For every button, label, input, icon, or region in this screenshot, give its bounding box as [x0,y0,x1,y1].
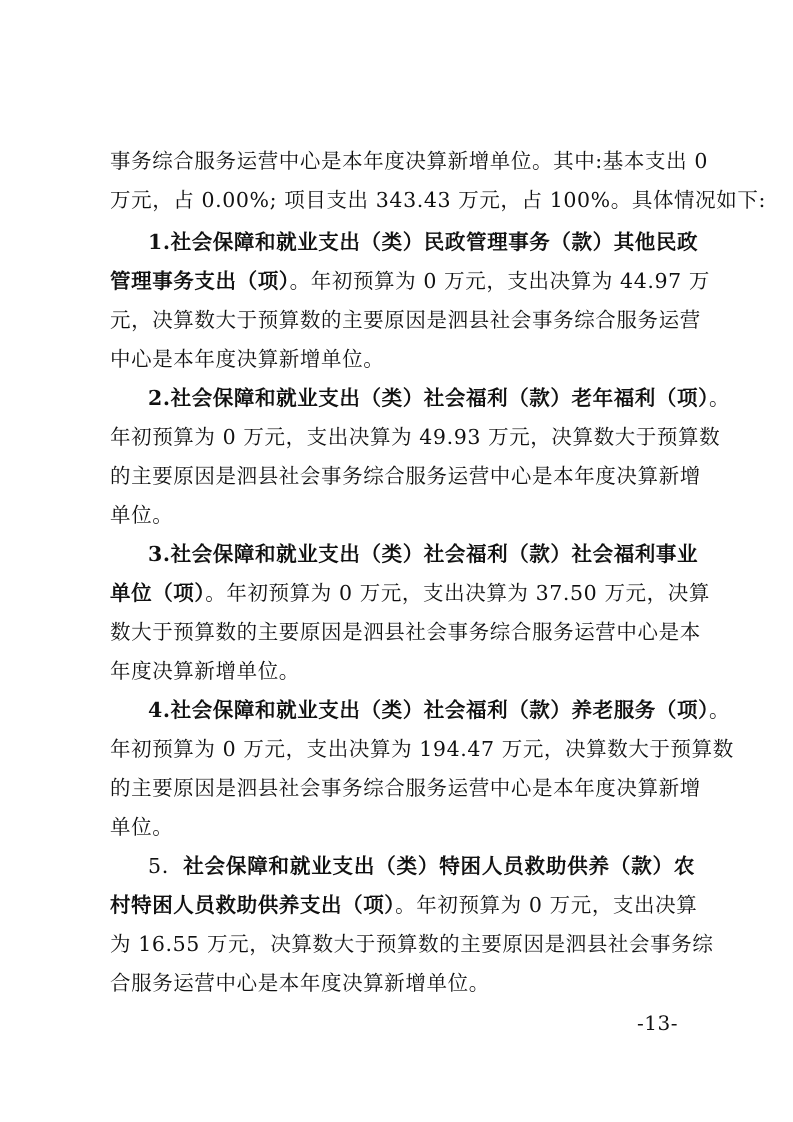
paragraph-3-text: 。年初预算为 0 万元，支出决算为 37.50 万元，决算 [205,581,710,605]
paragraph-3-heading-part-1: 3.社会保障和就业支出（类）社会福利（款）社会福利事业 [148,542,699,566]
paragraph-5-line-4: 合服务运营中心是本年度决算新增单位。 [110,971,490,995]
paragraph-2-line-3: 的主要原因是泗县社会事务综合服务运营中心是本年度决算新增 [110,464,701,488]
paragraph-4-line-4: 单位。 [110,815,174,839]
paragraph-3-line-2 [110,577,710,609]
paragraph-3-line-1 [148,538,699,570]
paragraph-3-heading-part-2: 单位（项） [110,581,206,605]
paragraph-1-heading-part-1: 1.社会保障和就业支出（类）民政管理事务（款）其他民政 [148,230,699,254]
paragraph-1-line-3: 元，决算数大于预算数的主要原因是泗县社会事务综合服务运营 [110,308,701,332]
paragraph-3-line-4: 年度决算新增单位。 [110,659,300,683]
paragraph-2-heading-end: 。 [708,386,731,410]
paragraph-2-line-2: 年初预算为 0 万元，支出决算为 49.93 万元，决算数大于预算数 [110,425,721,449]
paragraph-1-line-2 [110,265,710,297]
paragraph-2-line-4: 单位。 [110,503,174,527]
paragraph-1-line-4: 中心是本年度决算新增单位。 [110,347,385,371]
paragraph-5-number: 5． [148,854,184,878]
paragraph-2-line-1 [148,382,731,414]
paragraph-5-line-3: 为 16.55 万元，决算数大于预算数的主要原因是泗县社会事务综 [110,932,714,956]
paragraph-5-line-2 [110,889,698,921]
paragraph-5-line-1 [148,850,695,882]
page-number: -13- [637,1011,678,1035]
paragraph-0-line-1: 事务综合服务运营中心是本年度决算新增单位。其中:基本支出 0 [110,149,708,173]
paragraph-5-text: 。年初预算为 0 万元，支出决算 [395,893,698,917]
paragraph-4-line-1 [148,694,731,726]
paragraph-4-line-2: 年初预算为 0 万元，支出决算为 194.47 万元，决算数大于预算数 [110,737,734,761]
paragraph-2-heading: 2.社会保障和就业支出（类）社会福利（款）老年福利（项） [148,386,709,410]
paragraph-3-line-3: 数大于预算数的主要原因是泗县社会事务综合服务运营中心是本 [110,620,701,644]
paragraph-4-heading-end: 。 [708,698,731,722]
paragraph-0-line-2: 万元，占 0.00%; 项目支出 343.43 万元，占 100%。具体情况如下: [110,188,766,212]
paragraph-5-heading-part-2: 村特困人员救助供养支出（项） [110,893,396,917]
paragraph-1-line-1 [148,226,699,258]
paragraph-4-heading: 4.社会保障和就业支出（类）社会福利（款）养老服务（项） [148,698,709,722]
paragraph-1-text: 。年初预算为 0 万元，支出决算为 44.97 万 [289,269,710,293]
paragraph-1-heading-part-2: 管理事务支出（项） [110,269,290,293]
paragraph-4-line-3: 的主要原因是泗县社会事务综合服务运营中心是本年度决算新增 [110,776,701,800]
paragraph-5-heading-part-1: 社会保障和就业支出（类）特困人员救助供养（款）农 [183,854,695,878]
